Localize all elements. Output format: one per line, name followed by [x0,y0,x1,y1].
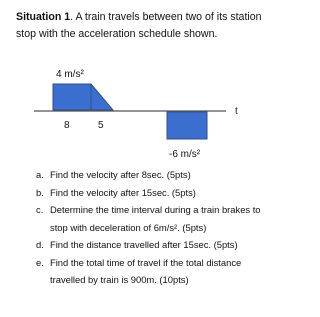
question-marker: a. [36,169,44,180]
question-item-d [36,236,266,254]
question-text: Find the distance travelled after 15sec. (5pts) [50,239,238,250]
negative-acceleration-label: -6 m/s² [169,149,201,160]
acceleration-schedule-diagram [0,0,273,180]
question-list [36,166,266,289]
tick-label-5: 5 [98,120,104,131]
question-item-c [36,201,266,236]
question-marker: d. [36,239,44,250]
question-text: Find the total time of travel if the total distance travelled by train is 900m. (10pts) [50,256,242,285]
positive-acceleration-block [53,84,113,110]
time-axis-label: t [235,106,238,117]
positive-acceleration-label: 4 m/s² [56,69,84,80]
negative-acceleration-block [167,112,207,139]
question-item-a [36,166,266,184]
question-marker: b. [36,186,44,198]
question-text: Determine the time interval during a train brakes to stop with deceleration of 6m/s². (5pts) [50,204,261,233]
question-text: Find the velocity after 15sec. (5pts) [50,186,196,198]
problem-heading: Situation 1 [16,11,71,23]
question-text: Find the velocity after 8sec. (5pts) [50,169,191,180]
question-item-b [36,184,266,202]
question-marker: e. [36,256,44,268]
question-item-e [36,254,266,289]
tick-label-8: 8 [64,120,70,131]
problem-text: . A train travels between two of its station stop with the acceleration schedule shown. [16,11,262,40]
question-marker: c. [36,204,44,215]
